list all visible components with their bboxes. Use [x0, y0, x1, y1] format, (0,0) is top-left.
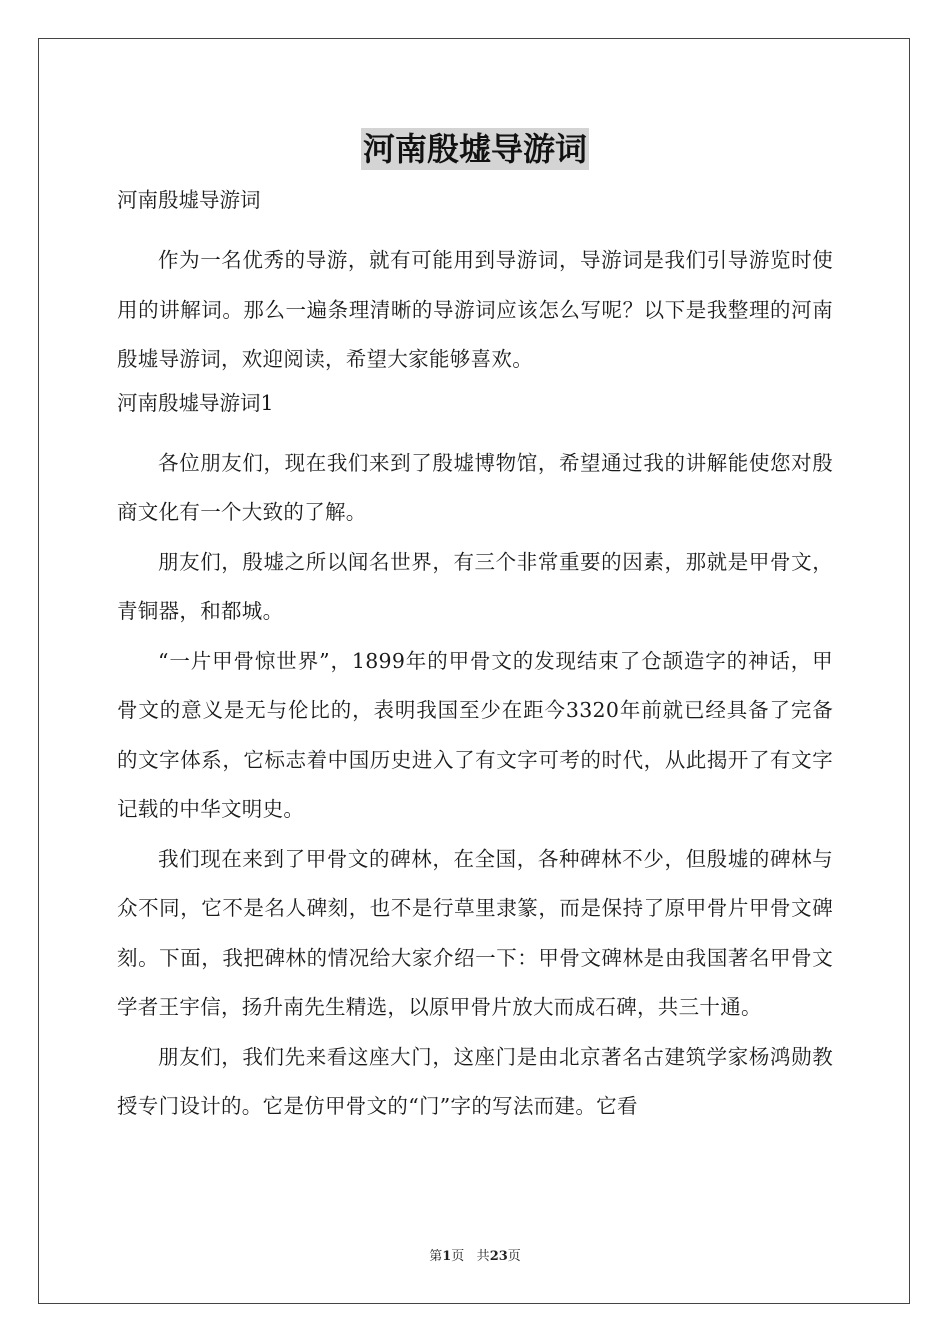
- title-container: [117, 128, 833, 172]
- page-prefix: 第: [429, 1249, 443, 1264]
- total-prefix: 共: [476, 1249, 490, 1264]
- total-suffix: 页: [507, 1249, 521, 1264]
- total-pages: 23: [489, 1249, 508, 1264]
- page-number: 1: [442, 1249, 452, 1264]
- paragraph-5: 朋友们，我们先来看这座大门，这座门是由北京著名古建筑学家杨鸿勋教授专门设计的。它是仿甲骨文的“门”字的写法而建。它看: [117, 1044, 833, 1118]
- paragraph-1: 各位朋友们，现在我们来到了殷墟博物馆，希望通过我的讲解能使您对殷商文化有一个大致的了解。: [117, 450, 833, 524]
- paragraph-4: 我们现在来到了甲骨文的碑林，在全国，各种碑林不少，但殷墟的碑林与众不同，它不是名人碑刻，也不是行草里隶篆，而是保持了原甲骨片甲骨文碑刻。下面，我把碑林的情况给大家介绍一下：甲骨文碑林是由我国著名甲骨文学者王宇信，扬升南先生精选，以原甲骨片放大而成石碑，共三十通。: [117, 846, 833, 1019]
- intro-paragraph: 作为一名优秀的导游，就有可能用到导游词，导游词是我们引导游览时使用的讲解词。那么一遍条理清晰的导游词应该怎么写呢？以下是我整理的河南殷墟导游词，欢迎阅读，希望大家能够喜欢。: [117, 248, 833, 371]
- page-suffix: 页: [451, 1249, 465, 1264]
- document-title: 河南殷墟导游词: [362, 130, 587, 168]
- document-body: [117, 128, 833, 1132]
- page-footer: [0, 1248, 950, 1266]
- document-subtitle: 河南殷墟导游词: [117, 188, 261, 212]
- paragraph-2: 朋友们，殷墟之所以闻名世界，有三个非常重要的因素，那就是甲骨文，青铜器，和都城。: [117, 549, 833, 623]
- paragraph-3: “一片甲骨惊世界”，1899年的甲骨文的发现结束了仓颉造字的神话，甲骨文的意义是无与伦比的，表明我国至少在距今3320年前就已经具备了完备的文字体系，它标志着中国历史进入了有文字可考的时代，从此揭开了有文字记载的中华文明史。: [117, 648, 833, 821]
- section-heading: 河南殷墟导游词1: [117, 390, 274, 415]
